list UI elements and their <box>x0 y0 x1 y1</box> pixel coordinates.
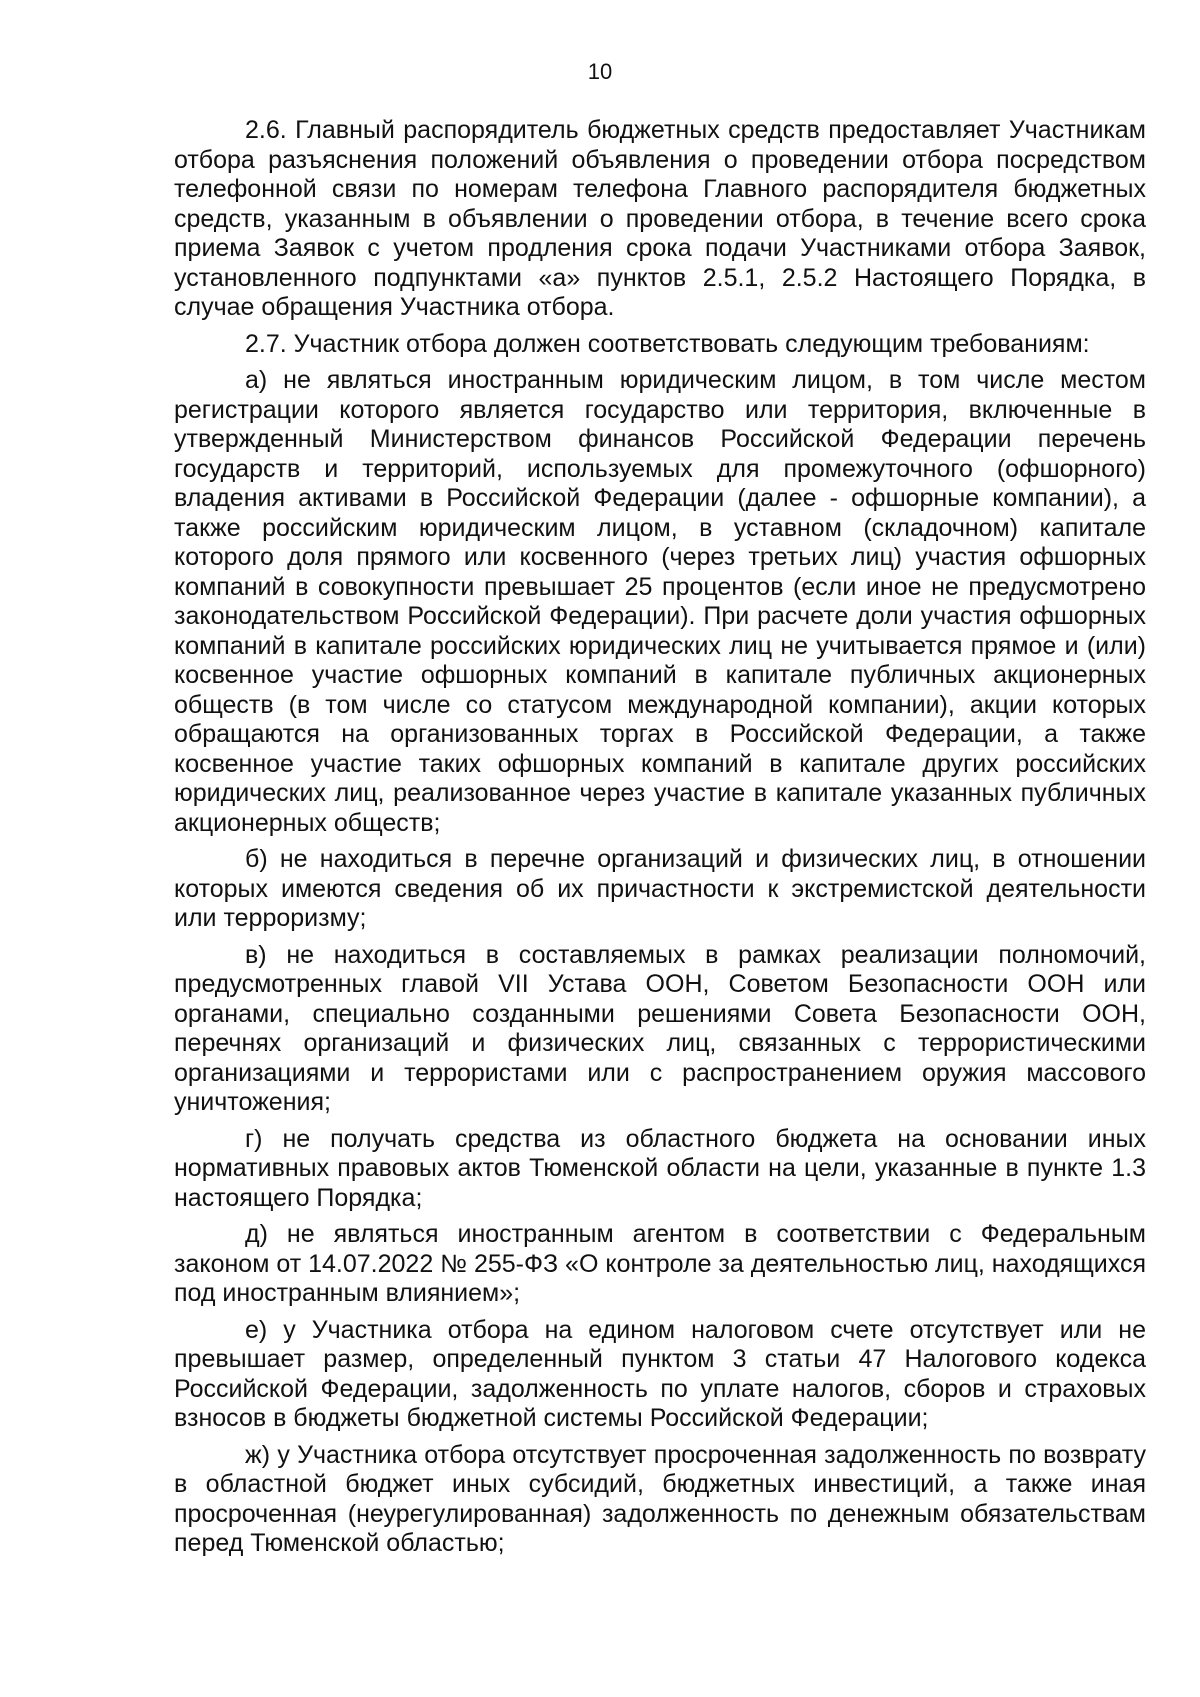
paragraph-item-g: г) не получать средства из областного бюджета на основании иных нормативных правовых актов Тюменской области на цели, указанные в пункте 1.3 настоящего Порядка; <box>174 1124 1146 1212</box>
paragraph-item-d: д) не являться иностранным агентом в соответствии с Федеральным законом от 14.07.2022 № 255-ФЗ «О контроле за деятельностью лиц, находящихся под иностранным влиянием»; <box>174 1220 1146 1307</box>
document-body <box>174 116 1146 1566</box>
paragraph-item-v: в) не находиться в составляемых в рамках реализации полномочий, предусмотренных главой VII Устава ООН, Советом Безопасности ООН или органами, специально созданными решениями Совета Безопасности ООН, перечнях организаций и физических лиц, связанных с террористическими организациями и террористами или с распространением оружия массового уничтожения; <box>174 940 1146 1116</box>
paragraph-2-7: 2.7. Участник отбора должен соответствовать следующим требованиям: <box>245 329 1090 358</box>
page-number: 10 <box>587 59 613 84</box>
paragraph-item-zh: ж) у Участника отбора отсутствует просроченная задолженность по возврату в областной бюджет иных субсидий, бюджетных инвестиций, а также иная просроченная (неурегулированная) задолженность по денежным обязательствам перед Тюменской областью; <box>174 1440 1146 1557</box>
paragraph-item-b: б) не находиться в перечне организаций и физических лиц, в отношении которых имеются сведения об их причастности к экстремистской деятельности или терроризму; <box>174 845 1146 932</box>
paragraph-2-6: 2.6. Главный распорядитель бюджетных средств предоставляет Участникам отбора разъяснения положений объявления о проведении отбора посредством телефонной связи по номерам телефона Главного распорядителя бюджетных средств, указанным в объявлении о проведении отбора, в течение всего срока приема Заявок с учетом продления срока подачи Участниками отбора Заявок, установленного подпунктами «а» пунктов 2.5.1, 2.5.2 Настоящего Порядка, в случае обращения Участника отбора. <box>174 116 1146 321</box>
paragraph-item-a: а) не являться иностранным юридическим лицом, в том числе местом регистрации которого является государство или территория, включенные в утвержденный Министерством финансов Российской Федерации перечень государств и территорий, используемых для промежуточного (офшорного) владения активами в Российской Федерации (далее - офшорные компании), а также российским юридическим лицом, в уставном (складочном) капитале которого доля прямого или косвенного (через третьих лиц) участия офшорных компаний в совокупности превышает 25 процентов (если иное не предусмотрено законодательством Российской Федерации). При расчете доли участия офшорных компаний в капитале российских юридических лиц не учитывается прямое и (или) косвенное участие офшорных компаний в капитале публичных акционерных обществ (в том числе со статусом международной компании), акции которых обращаются на организованных торгах в Российской Федерации, а также косвенное участие таких офшорных компаний в капитале других российских юридических лиц, реализованное через участие в капитале указанных публичных акционерных обществ; <box>174 366 1146 837</box>
paragraph-item-e: е) у Участника отбора на едином налоговом счете отсутствует или не превышает размер, определенный пунктом 3 статьи 47 Налогового кодекса Российской Федерации, задолженность по уплате налогов, сборов и страховых взносов в бюджеты бюджетной системы Российской Федерации; <box>174 1315 1146 1432</box>
